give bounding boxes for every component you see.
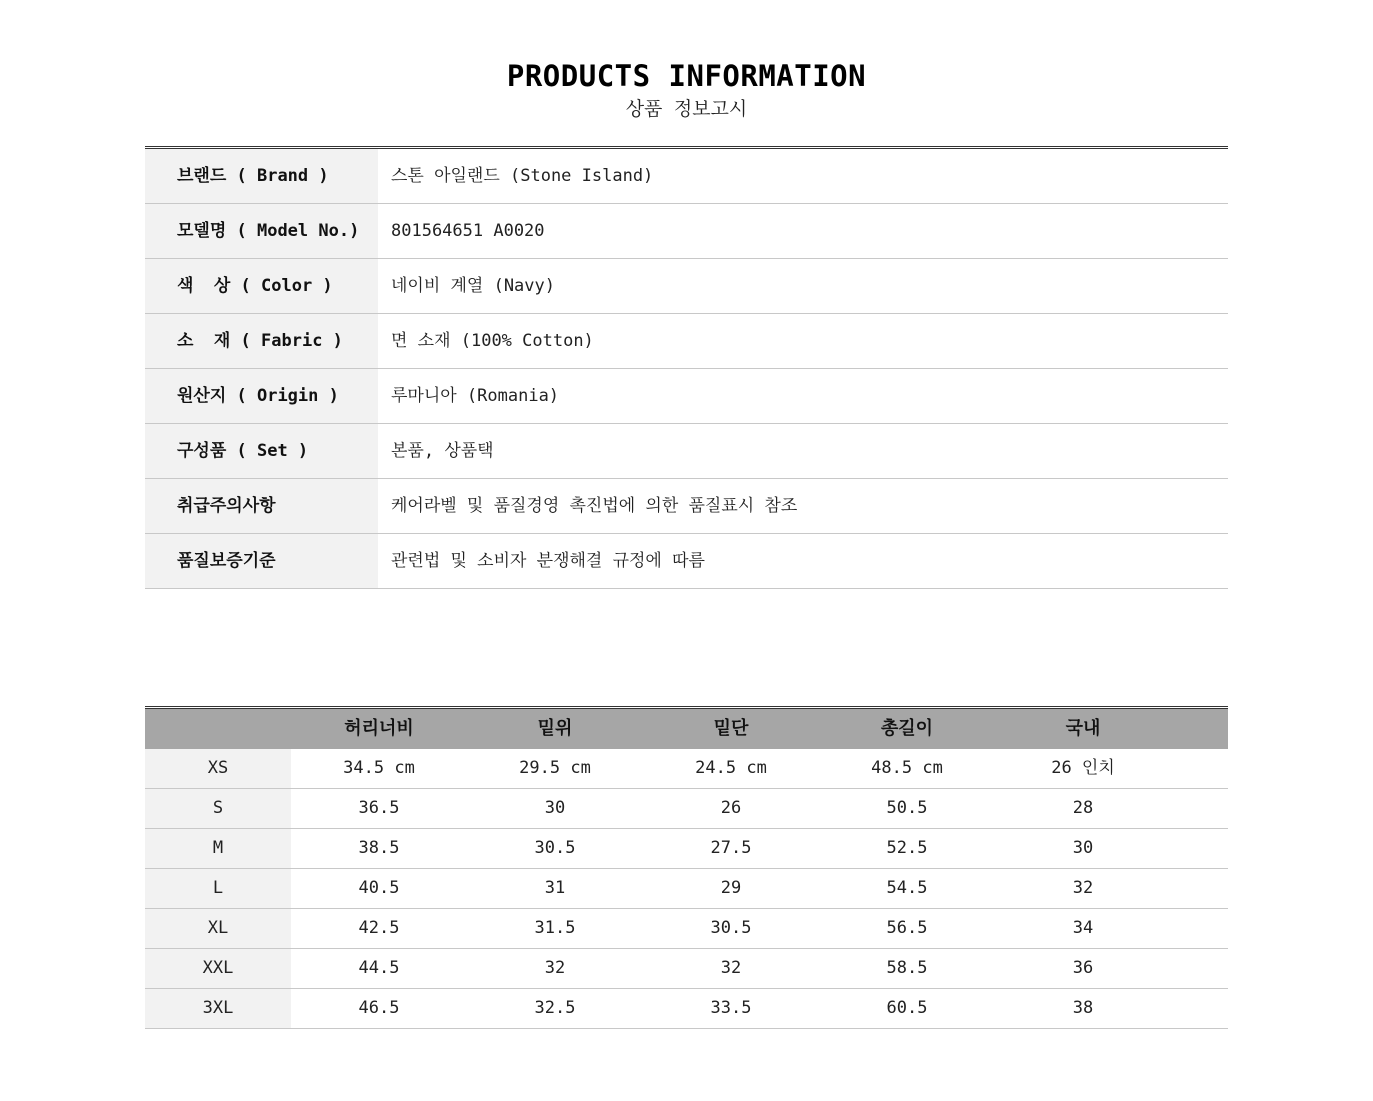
size-table-header	[145, 709, 1228, 749]
info-row-color	[145, 259, 1228, 314]
size-cell: 40.5	[358, 878, 400, 898]
size-label-cell: S	[145, 789, 291, 828]
size-cell: 44.5	[358, 958, 400, 978]
size-row-spacer	[1171, 989, 1228, 1028]
size-cell: 28	[1072, 798, 1094, 818]
size-header-cell: 국내	[1065, 718, 1101, 739]
size-cell: 31	[544, 878, 566, 898]
size-cell: 26 인치	[1051, 758, 1115, 778]
size-row-spacer	[1171, 829, 1228, 868]
info-label: 품질보증기준	[145, 534, 378, 588]
size-cell: 30.5	[710, 918, 752, 938]
size-header-cell	[145, 709, 291, 749]
size-row-xl	[145, 909, 1228, 949]
size-header-cell: 밑단	[713, 718, 749, 739]
info-row-warranty	[145, 534, 1228, 589]
size-cell: 29	[720, 878, 742, 898]
size-cell: 56.5	[886, 918, 928, 938]
size-row-s	[145, 789, 1228, 829]
size-cell: 34.5 cm	[343, 758, 415, 778]
info-row-fabric	[145, 314, 1228, 369]
size-label-cell: XXL	[145, 949, 291, 988]
size-cell: 30	[1072, 838, 1094, 858]
size-header-spacer	[1171, 709, 1228, 749]
size-cell: 50.5	[886, 798, 928, 818]
size-cell: 32	[720, 958, 742, 978]
info-row-set	[145, 424, 1228, 479]
size-row-spacer	[1171, 749, 1228, 788]
size-row-3xl	[145, 989, 1228, 1029]
info-row-care	[145, 479, 1228, 534]
size-cell: 30	[544, 798, 566, 818]
size-label-cell: XS	[145, 749, 291, 788]
size-label-cell: XL	[145, 909, 291, 948]
size-label-cell: L	[145, 869, 291, 908]
page-subtitle: 상품 정보고시	[625, 98, 748, 120]
size-cell: 36	[1072, 958, 1094, 978]
size-cell: 42.5	[358, 918, 400, 938]
size-cell: 30.5	[534, 838, 576, 858]
size-row-spacer	[1171, 869, 1228, 908]
info-label: 원산지 ( Origin )	[145, 369, 378, 423]
size-cell: 36.5	[358, 798, 400, 818]
size-header-cell: 총길이	[880, 718, 934, 739]
size-cell: 31.5	[534, 918, 576, 938]
info-row-origin	[145, 369, 1228, 424]
size-cell: 48.5 cm	[871, 758, 943, 778]
info-row-model	[145, 204, 1228, 259]
size-cell: 34	[1072, 918, 1094, 938]
page-header	[0, 56, 1373, 122]
size-cell: 32	[1072, 878, 1094, 898]
info-value: 케어라벨 및 품질경영 촉진법에 의한 품질표시 참조	[391, 496, 798, 516]
info-value: 본품, 상품택	[391, 441, 494, 461]
info-value: 관련법 및 소비자 분쟁해결 규정에 따름	[391, 551, 705, 571]
size-row-spacer	[1171, 949, 1228, 988]
info-value: 801564651 A0020	[391, 221, 545, 241]
size-cell: 52.5	[886, 838, 928, 858]
page-title: PRODUCTS INFORMATION	[506, 59, 867, 93]
size-row-xxl	[145, 949, 1228, 989]
info-value: 루마니아 (Romania)	[391, 386, 560, 406]
product-info-table	[145, 146, 1228, 589]
size-cell: 26	[720, 798, 742, 818]
size-row-xs	[145, 749, 1228, 789]
info-label: 취급주의사항	[145, 479, 378, 533]
size-cell: 27.5	[710, 838, 752, 858]
size-label-cell: 3XL	[145, 989, 291, 1028]
size-row-spacer	[1171, 909, 1228, 948]
size-header-cell: 허리너비	[344, 718, 414, 739]
info-label: 색 상 ( Color )	[145, 259, 378, 313]
size-cell: 29.5 cm	[519, 758, 591, 778]
info-row-brand	[145, 149, 1228, 204]
size-row-l	[145, 869, 1228, 909]
size-cell: 33.5	[710, 998, 752, 1018]
size-cell: 38.5	[358, 838, 400, 858]
info-value: 스톤 아일랜드 (Stone Island)	[391, 166, 654, 186]
size-cell: 32	[544, 958, 566, 978]
info-label: 소 재 ( Fabric )	[145, 314, 378, 368]
size-table	[145, 706, 1228, 1029]
size-cell: 58.5	[886, 958, 928, 978]
info-value: 네이비 계열 (Navy)	[391, 276, 555, 296]
info-label: 구성품 ( Set )	[145, 424, 378, 478]
size-cell: 24.5 cm	[695, 758, 767, 778]
size-row-spacer	[1171, 789, 1228, 828]
info-value: 면 소재 (100% Cotton)	[391, 331, 594, 351]
size-cell: 54.5	[886, 878, 928, 898]
size-cell: 46.5	[358, 998, 400, 1018]
size-cell: 38	[1072, 998, 1094, 1018]
info-label: 모델명 ( Model No.)	[145, 204, 378, 258]
size-label-cell: M	[145, 829, 291, 868]
size-row-m	[145, 829, 1228, 869]
info-label: 브랜드 ( Brand )	[145, 149, 378, 203]
size-cell: 32.5	[534, 998, 576, 1018]
size-cell: 60.5	[886, 998, 928, 1018]
size-header-cell: 밑위	[537, 718, 573, 739]
